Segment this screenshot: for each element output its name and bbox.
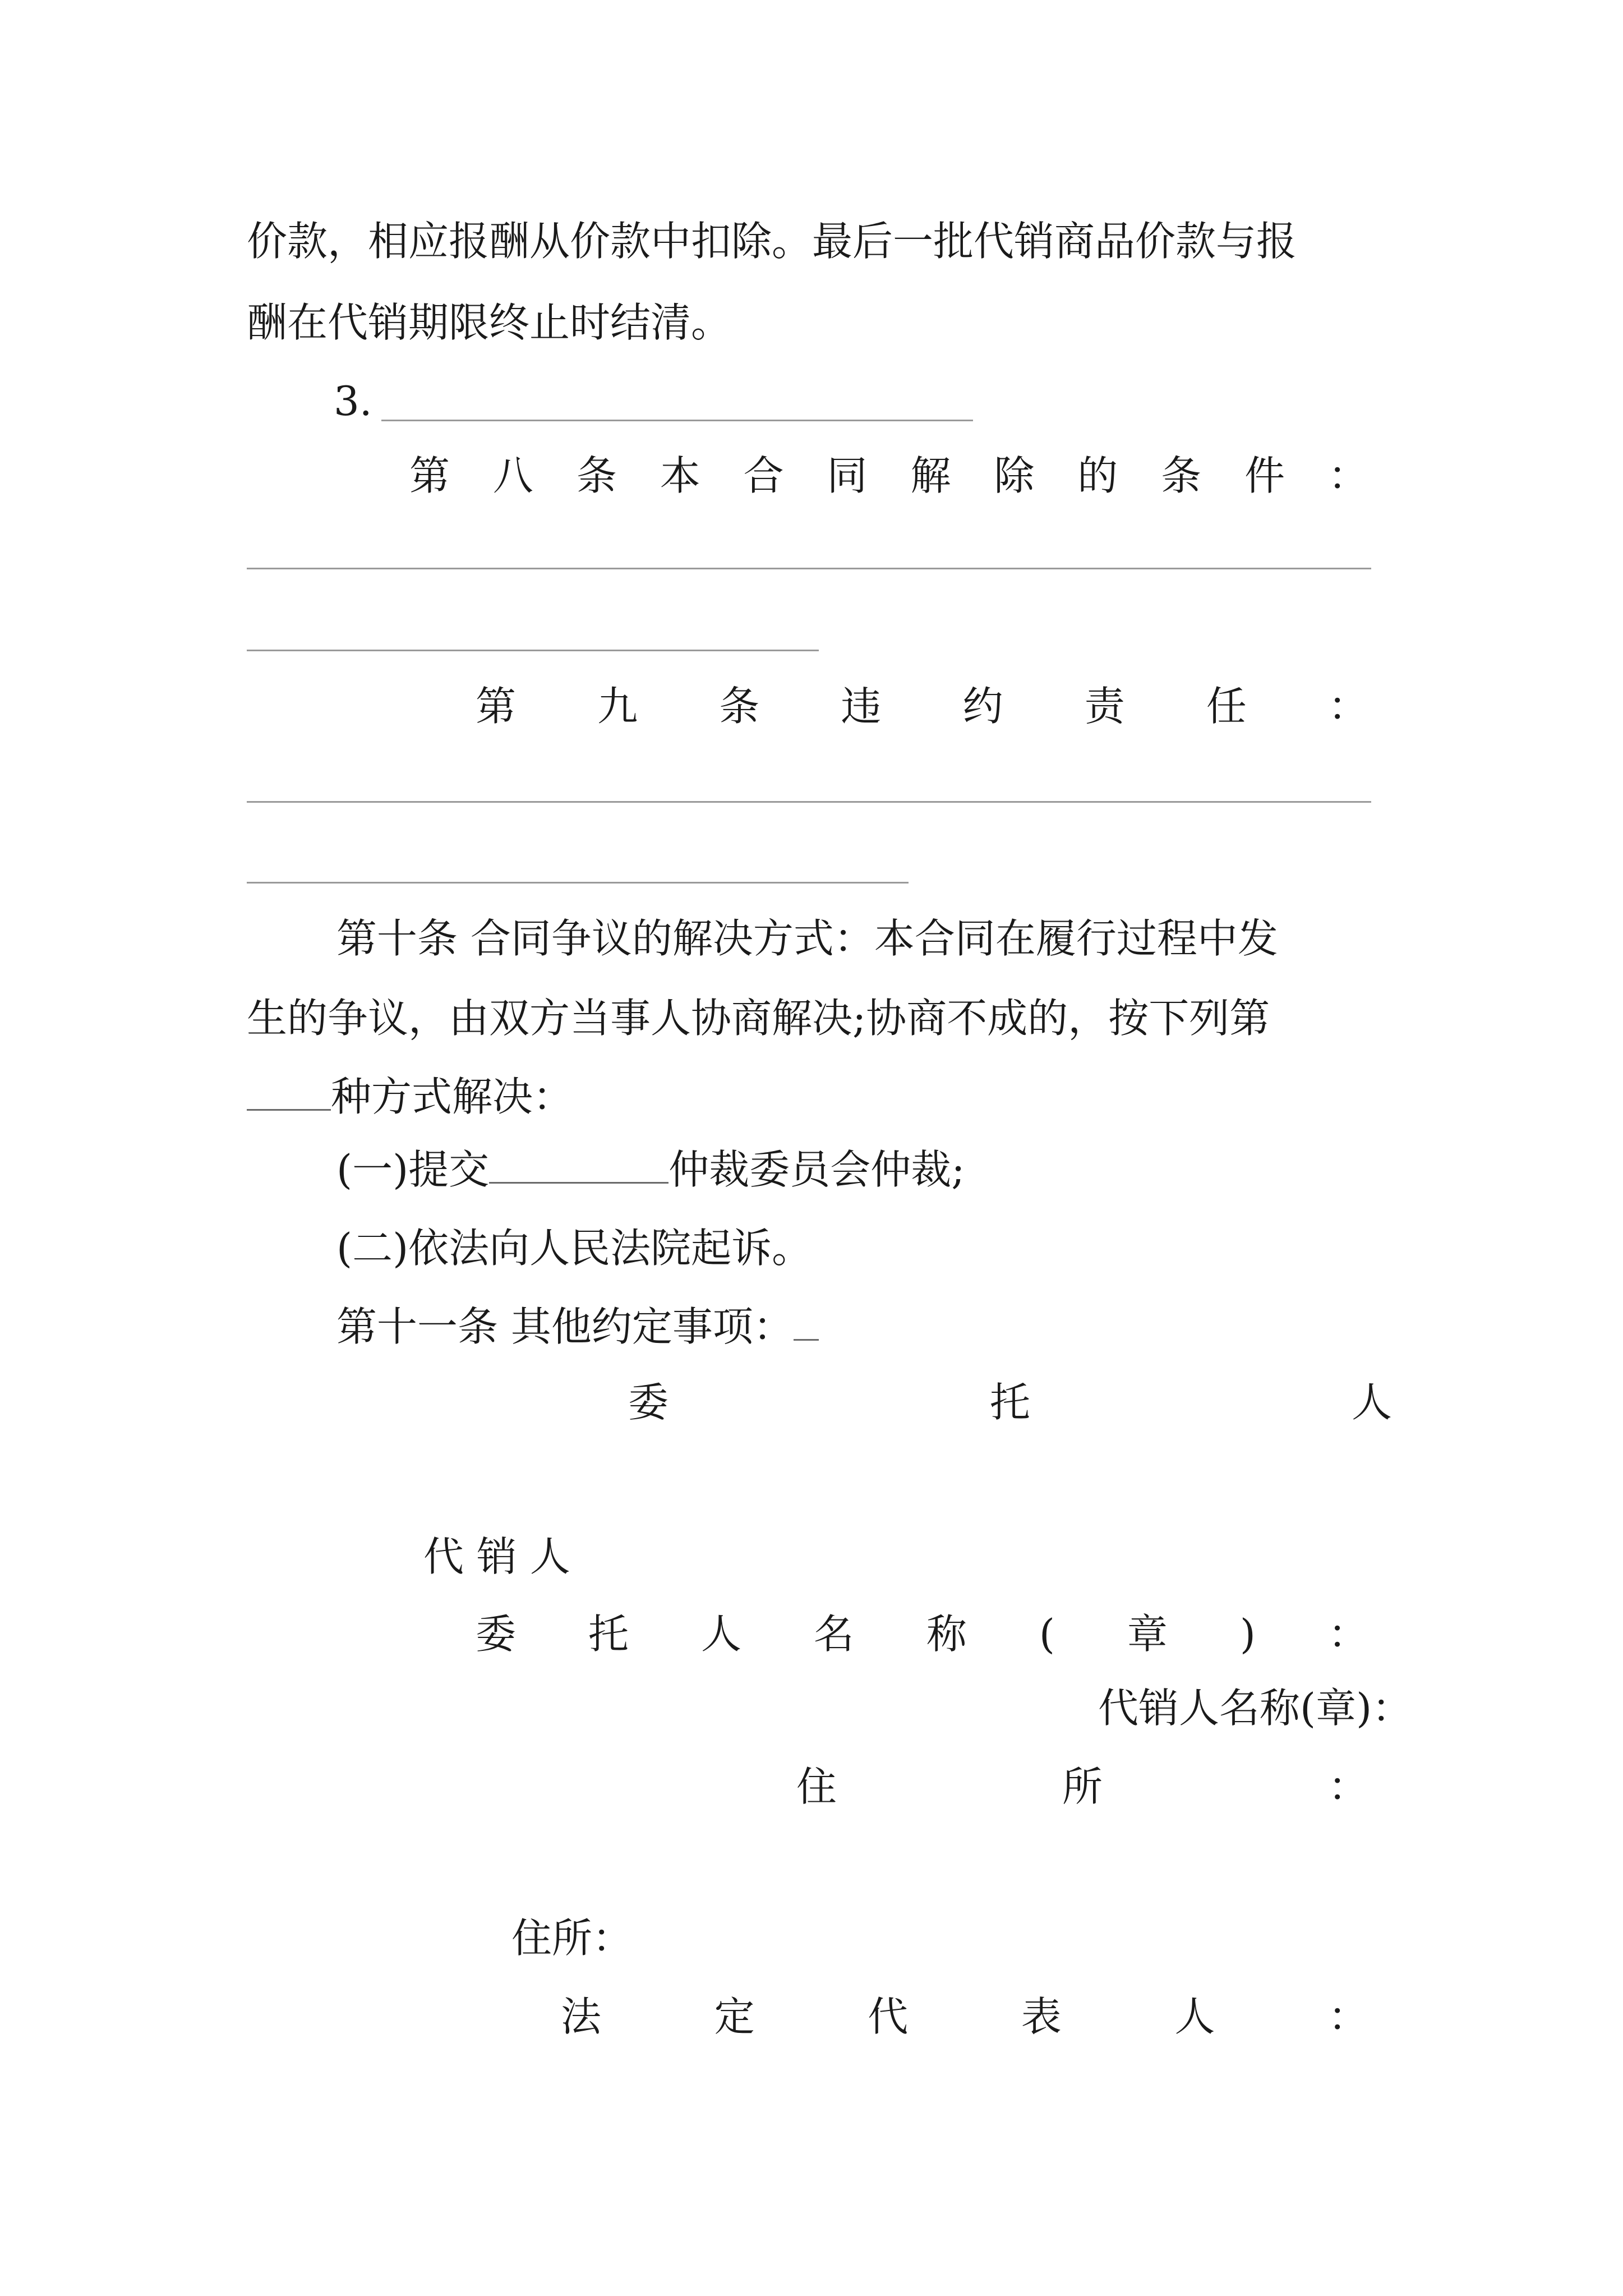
legal-rep-char: 法 (561, 1993, 602, 2040)
principal-name-char: 称 (926, 1611, 967, 1658)
art9-char: 条 (719, 683, 760, 730)
art8-char: 解 (910, 452, 951, 499)
option-1: (一)提交 仲裁委员会仲裁; (336, 1146, 965, 1193)
art9-char: ： (1327, 683, 1368, 730)
principal-name-char: 托 (588, 1611, 629, 1658)
article-10-line: 生的争议，由双方当事人协商解决;协商不成的，按下列第 (247, 995, 1270, 1042)
principal-name-char: ) (1239, 1611, 1256, 1658)
principal-name-char: 名 (813, 1611, 854, 1658)
article-10-line: 第十条 合同争议的解决方式：本合同在履行过程中发 (336, 915, 1278, 962)
art8-char: 除 (994, 452, 1035, 499)
principal-header (628, 1377, 1392, 1428)
fill-in-blank[interactable] (247, 882, 909, 884)
fill-in-blank[interactable] (489, 1147, 668, 1184)
fill-in-blank[interactable] (381, 420, 973, 421)
article-9-heading (476, 681, 1368, 731)
principal-name-char: 委 (476, 1611, 517, 1658)
principal-name-char: 人 (700, 1611, 741, 1658)
principal-address-label (796, 1761, 1368, 1812)
principal-header-char: 委 (628, 1379, 669, 1426)
fill-in-blank[interactable] (247, 1074, 331, 1111)
item-3-label: 3. (334, 378, 372, 425)
principal-header-char: 托 (989, 1379, 1030, 1426)
principal-address-char: 所 (1062, 1763, 1103, 1810)
fill-in-blank[interactable] (247, 568, 1371, 569)
legal-rep-char: ： (1327, 1993, 1368, 2040)
art9-char: 第 (476, 683, 517, 730)
principal-address-char: ： (1327, 1763, 1368, 1810)
legal-rep-char: 人 (1174, 1993, 1215, 2040)
art9-char: 九 (597, 683, 638, 730)
agent-address-label: 住所： (511, 1915, 633, 1962)
art8-char: ： (1327, 452, 1368, 499)
legal-rep-char: 定 (714, 1993, 755, 2040)
fill-in-blank[interactable] (247, 801, 1371, 803)
legal-rep-char: 代 (868, 1993, 909, 2040)
art8-char: 合 (743, 452, 784, 499)
fill-in-blank[interactable] (794, 1304, 819, 1341)
article-10-line: 种方式解决： (247, 1071, 573, 1122)
art8-char: 本 (660, 452, 700, 499)
legal-representative-label (561, 1991, 1368, 2042)
article-8-heading (409, 450, 1368, 501)
art8-char: 第 (409, 452, 450, 499)
agent-header: 代 销 人 (423, 1533, 570, 1580)
art9-char: 违 (841, 683, 882, 730)
principal-name-label (476, 1609, 1368, 1659)
art8-char: 条 (1161, 452, 1202, 499)
art8-char: 同 (827, 452, 868, 499)
principal-header-char: 人 (1351, 1379, 1392, 1426)
article-11: 第十一条 其他约定事项： (336, 1301, 819, 1352)
art8-char: 八 (492, 452, 533, 499)
principal-name-char: ： (1327, 1611, 1368, 1658)
legal-rep-char: 表 (1021, 1993, 1062, 2040)
principal-name-char: ( (1039, 1611, 1055, 1658)
art8-char: 的 (1077, 452, 1118, 499)
art8-char: 条 (576, 452, 617, 499)
art8-char: 件 (1244, 452, 1285, 499)
art9-char: 责 (1084, 683, 1125, 730)
principal-address-char: 住 (796, 1763, 837, 1810)
paragraph-line: 酬在代销期限终止时结清。 (247, 299, 732, 346)
paragraph-line: 价款，相应报酬从价款中扣除。最后一批代销商品价款与报 (247, 218, 1297, 265)
art9-char: 任 (1206, 683, 1247, 730)
art9-char: 约 (962, 683, 1003, 730)
fill-in-blank[interactable] (247, 650, 819, 651)
option-2: (二)依法向人民法院起诉。 (336, 1225, 813, 1272)
agent-name-label: 代销人名称(章)： (1098, 1685, 1413, 1732)
principal-name-char: 章 (1127, 1611, 1168, 1658)
